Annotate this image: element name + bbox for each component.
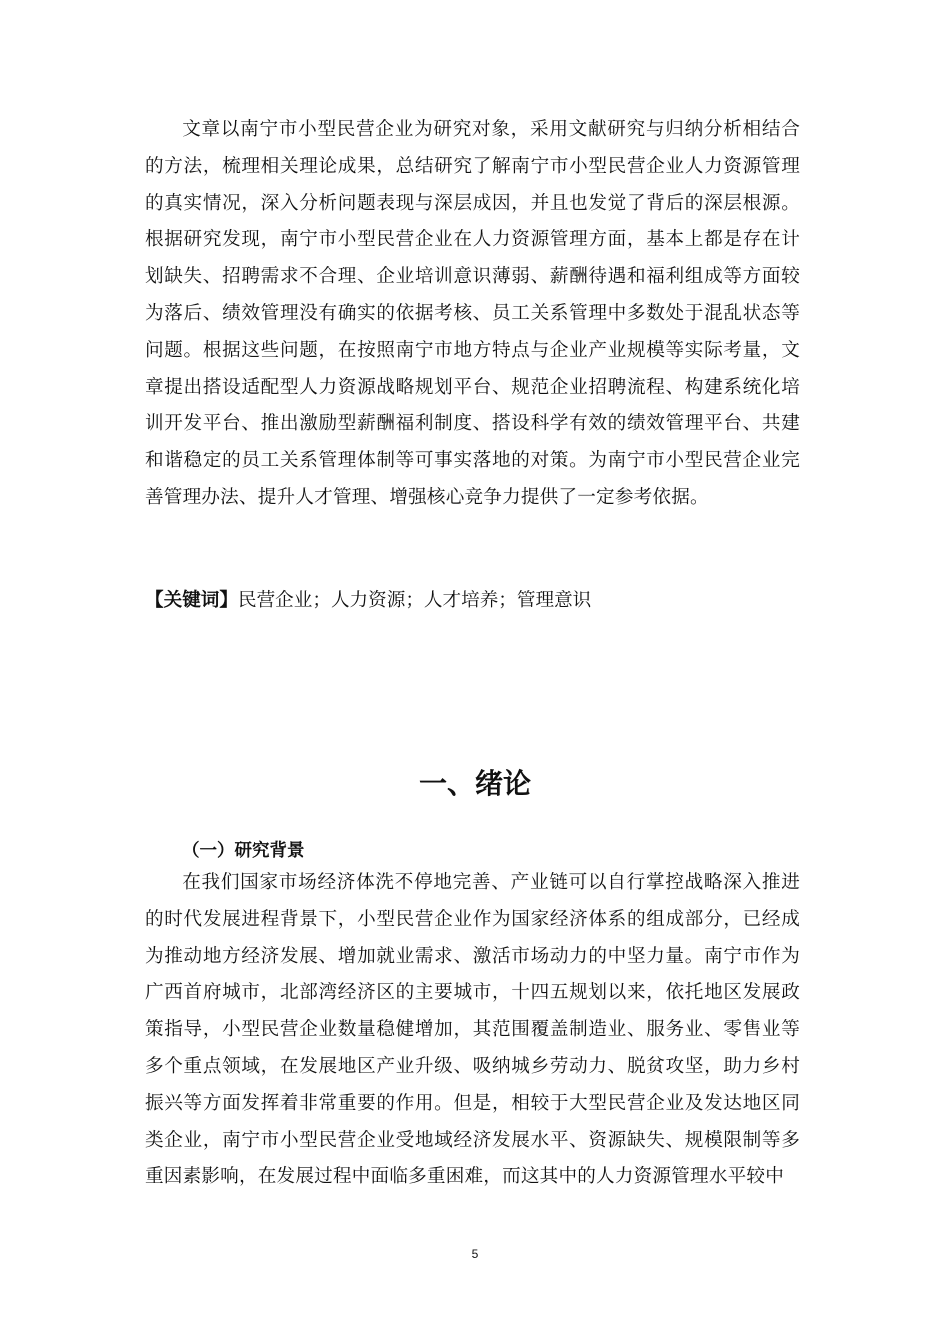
page-number: 5 (471, 1247, 479, 1261)
abstract-paragraph: 文章以南宁市小型民营企业为研究对象，采用文献研究与归纳分析相结合的方法，梳理相关理论成果，总结研究了解南宁市小型民营企业人力资源管理的真实情况，深入分析问题表现与深层成因，并且也发觉了背后的深层根源。根据研究发现，南宁市小型民营企业在人力资源管理方面，基本上都是存在计划缺失、招聘需求不合理、企业培训意识薄弱、薪酬待遇和福利组成等方面较为落后、绩效管理没有确实的依据考核、员工关系管理中多数处于混乱状态等问题。根据这些问题，在按照南宁市地方特点与企业产业规模等实际考量，文章提出搭设适配型人力资源战略规划平台、规范企业招聘流程、构建系统化培训开发平台、推出激励型薪酬福利制度、搭设科学有效的绩效管理平台、共建和谐稳定的员工关系管理体制等可事实落地的对策。为南宁市小型民营企业完善管理办法、提升人才管理、增强核心竞争力提供了一定参考依据。 (145, 119, 800, 508)
keywords-label: 【关键词】 (145, 590, 238, 611)
keywords-line (145, 586, 800, 616)
background-paragraph: 在我们国家市场经济体洗不停地完善、产业链可以自行掌控战略深入推进的时代发展进程背景下，小型民营企业作为国家经济体系的组成部分，已经成为推动地方经济发展、增加就业需求、激活市场动力的中坚力量。南宁市作为广西首府城市，北部湾经济区的主要城市，十四五规划以来，依托地区发展政策指导，小型民营企业数量稳健增加，其范围覆盖制造业、服务业、零售业等多个重点领域，在发展地区产业升级、吸纳城乡劳动力、脱贫攻坚，助力乡村振兴等方面发挥着非常重要的作用。但是，相较于大型民营企业及发达地区同类企业，南宁市小型民营企业受地域经济发展水平、资源缺失、规模限制等多重因素影响，在发展过程中面临多重困难，而这其中的人力资源管理水平较中 (145, 872, 800, 1188)
keywords-value: 民营企业；人力资源；人才培养；管理意识 (237, 590, 592, 611)
chapter-title: 一、绪论 (418, 767, 531, 800)
section-title: （一）研究背景 (182, 841, 305, 861)
